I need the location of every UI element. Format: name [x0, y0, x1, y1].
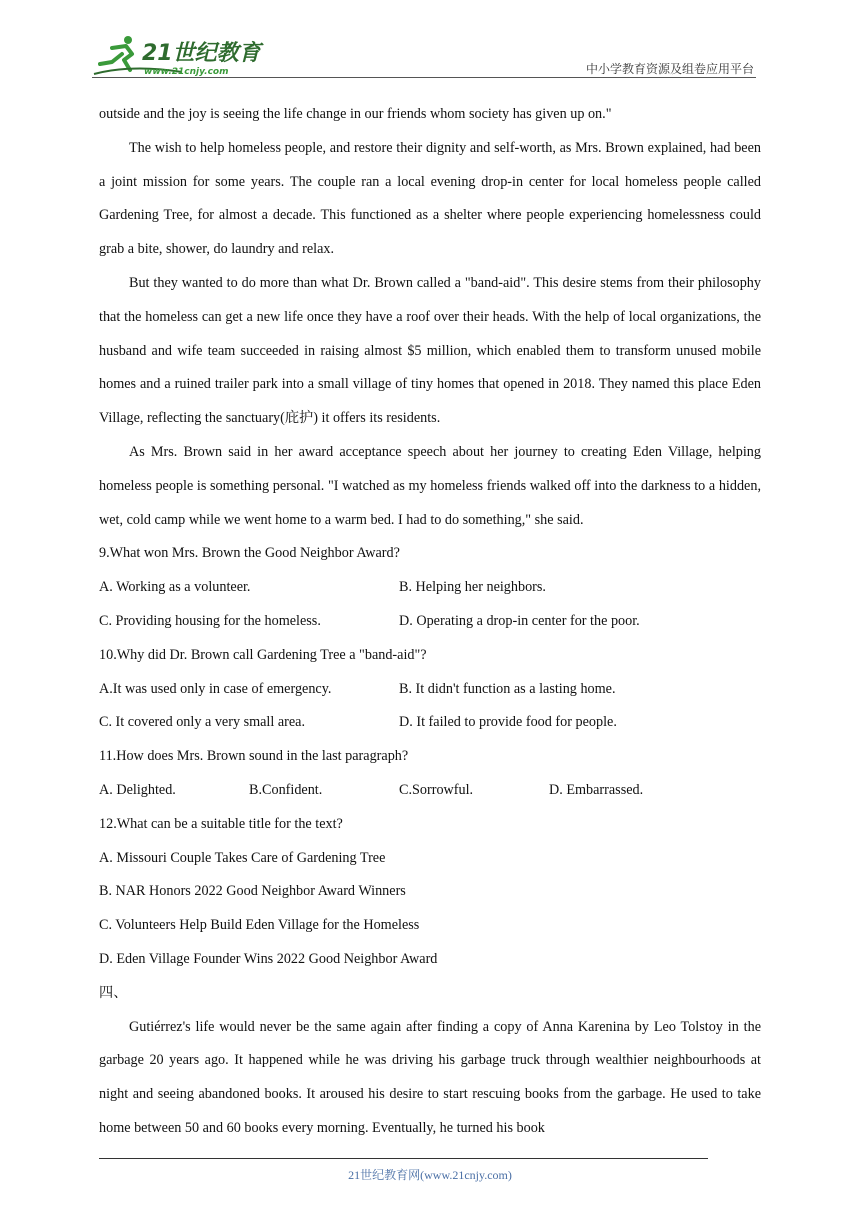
footer-divider [99, 1158, 708, 1159]
paragraph: outside and the joy is seeing the life change in our friends whom society has given up on." [99, 106, 612, 122]
question-stem: 9.What won Mrs. Brown the Good Neighbor Award? [99, 545, 400, 562]
option-d: D. Embarrassed. [549, 781, 644, 798]
paragraph: Gutiérrez's life would never be the same again after finding a copy of Anna Karenina by Leo Tolstoy in the garbage 20 years ago. It happened while he was driving his garbage truck through wealthier neighbourhoods at night and seeing abandoned books. It aroused his desire to start rescuing books from the garbage. He used to take home between 50 and 60 books every morning. Eventually, he turned his book [99, 1018, 761, 1136]
option-a: A. Delighted. [99, 781, 176, 798]
option-row [99, 706, 761, 740]
option-c: C. Volunteers Help Build Eden Village for the Homeless [99, 917, 420, 934]
section-heading: 四、 [99, 984, 128, 1001]
logo-main-text: 21世纪教育 [142, 41, 261, 66]
option-row [99, 571, 761, 605]
option-row [99, 673, 761, 707]
option-d: D. Eden Village Founder Wins 2022 Good Neighbor Award [99, 950, 438, 967]
option-row [99, 605, 761, 639]
option-a: A.It was used only in case of emergency. [99, 680, 332, 697]
option-row [99, 774, 761, 808]
logo-url-text: www.21cnjy.com [144, 67, 229, 77]
document-body [99, 98, 761, 1146]
option-c: C. Providing housing for the homeless. [99, 612, 321, 629]
paragraph: The wish to help homeless people, and restore their dignity and self-worth, as Mrs. Brown explained, had been a joint mission for some years. The couple ran a local evening drop-in center for local homeless people called Gardening Tree, for almost a decade. This functioned as a shelter where people experiencing homelessness could grab a bite, shower, do laundry and relax. [99, 139, 761, 258]
platform-tagline: 中小学教育资源及组卷应用平台 [585, 62, 754, 76]
option-b: B.Confident. [249, 781, 323, 798]
header-divider [92, 77, 756, 78]
option-b: B. Helping her neighbors. [399, 579, 546, 596]
option-a: A. Missouri Couple Takes Care of Gardening Tree [99, 849, 386, 866]
option-b: B. NAR Honors 2022 Good Neighbor Award Winners [99, 883, 406, 900]
option-d: D. It failed to provide food for people. [399, 714, 617, 731]
option-c: C.Sorrowful. [399, 781, 474, 798]
footer-link[interactable]: 21世纪教育网(www.21cnjy.com) [348, 1168, 512, 1182]
paragraph: But they wanted to do more than what Dr. Brown called a "band-aid". This desire stems from their philosophy that the homeless can get a new life once they have a roof over their heads. With the help of local organizations, the husband and wife team succeeded in raising almost $5 million, which enabled them to transform unused mobile homes and a ruined trailer park into a small village of tiny homes that opened in 2018. They named this place Eden Village, reflecting the sanctuary(庇护) it offers its residents. [99, 274, 761, 427]
option-d: D. Operating a drop-in center for the poor. [399, 612, 640, 629]
question-stem: 11.How does Mrs. Brown sound in the last paragraph? [99, 748, 409, 765]
site-logo [92, 34, 267, 78]
question-stem: 10.Why did Dr. Brown call Gardening Tree a "band-aid"? [99, 646, 427, 663]
option-a: A. Working as a volunteer. [99, 579, 251, 596]
option-b: B. It didn't function as a lasting home. [399, 680, 616, 697]
question-stem: 12.What can be a suitable title for the text? [99, 815, 343, 832]
paragraph: As Mrs. Brown said in her award acceptance speech about her journey to creating Eden Village, helping homeless people is something personal. "I watched as my homeless friends walked off into the darkness to a hidden, wet, cold camp while we went home to a warm bed. I had to do something," she said. [99, 443, 761, 528]
option-c: C. It covered only a very small area. [99, 714, 306, 731]
page-header [0, 0, 860, 80]
